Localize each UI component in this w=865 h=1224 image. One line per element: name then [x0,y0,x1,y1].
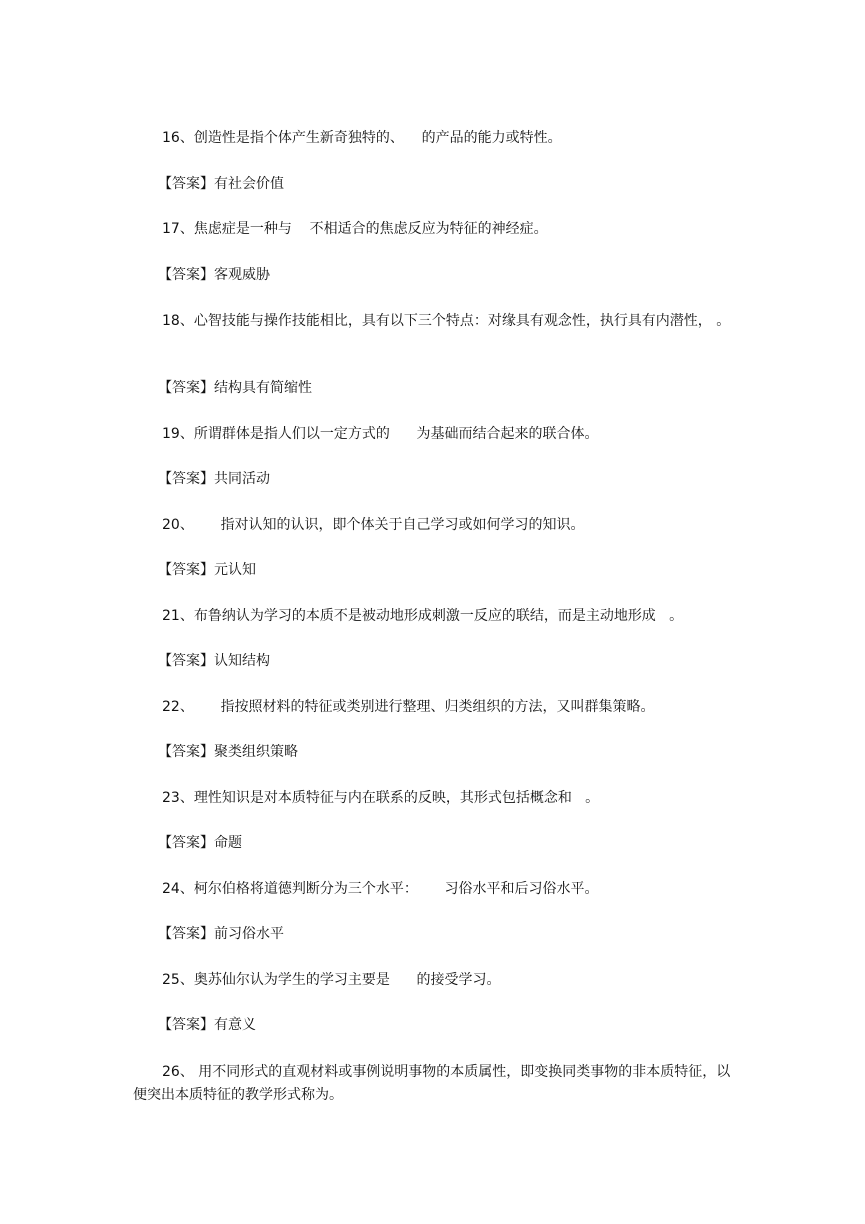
question-20: 20、 指对认知的认识，即个体关于自己学习或如何学习的知识。 [162,517,585,533]
question-24: 24、柯尔伯格将道德判断分为三个水平： 习俗水平和后习俗水平。 [162,881,599,897]
question-26-text: 26、 用不同形式的直观材料或事例说明事物的本质属性，即变换同类事物的非本质特征，以便突出本质特征的教学形式称为。 [133,1064,731,1103]
question-18 [133,310,738,333]
question-22: 22、 指按照材料的特征或类别进行整理、归类组织的方法，又叫群集策略。 [162,699,655,715]
question-26 [133,1061,738,1107]
answer-22: 【答案】聚类组织策略 [158,744,298,760]
answer-21: 【答案】认知结构 [158,653,270,669]
answer-25: 【答案】有意义 [158,1017,256,1033]
answer-18: 【答案】结构具有简缩性 [158,380,312,396]
answer-16: 【答案】有社会价值 [158,176,284,192]
question-18-text: 18、心智技能与操作技能相比，具有以下三个特点：对缘具有观念性，执行具有内潜性， 。 [162,313,731,329]
answer-24: 【答案】前习俗水平 [158,926,284,942]
question-23: 23、理性知识是对本质特征与内在联系的反映，其形式包括概念和 。 [162,790,600,806]
answer-17: 【答案】客观威胁 [158,267,270,283]
answer-20: 【答案】元认知 [158,562,256,578]
answer-19: 【答案】共同活动 [158,471,270,487]
question-17: 17、焦虑症是一种与 不相适合的焦虑反应为特征的神经症。 [162,221,548,237]
question-16: 16、创造性是指个体产生新奇独特的、 的产品的能力或特性。 [162,130,562,146]
question-21: 21、布鲁纳认为学习的本质不是被动地形成刺激一反应的联结，而是主动地形成 。 [162,608,684,624]
question-19: 19、所谓群体是指人们以一定方式的 为基础而结合起来的联合体。 [162,426,599,442]
answer-23: 【答案】命题 [158,835,242,851]
question-25: 25、奥苏仙尔认为学生的学习主要是 的接受学习。 [162,972,501,988]
